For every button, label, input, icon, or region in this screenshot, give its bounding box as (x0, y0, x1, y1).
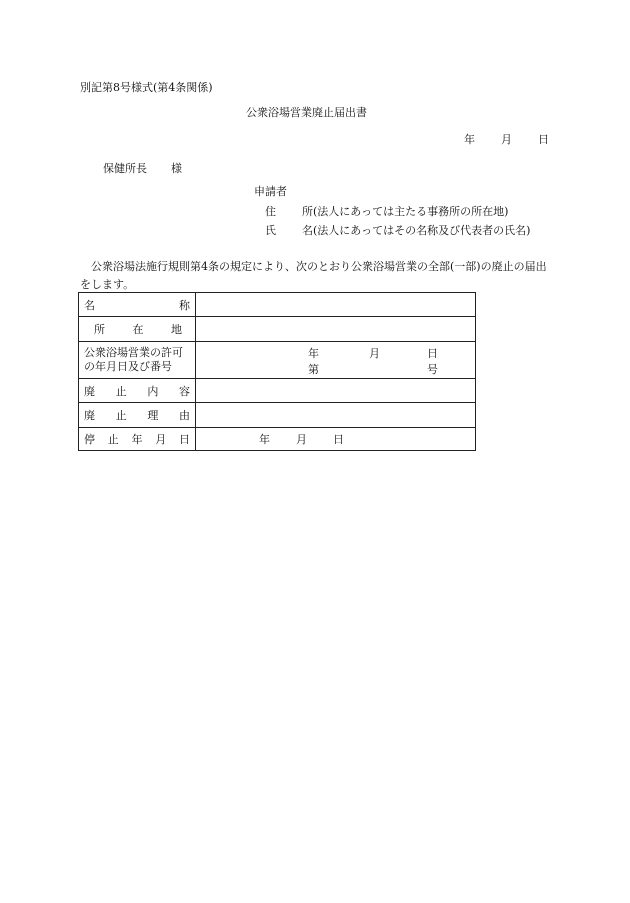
label-char: 月 (155, 433, 167, 446)
label-char: 在 (132, 323, 144, 336)
content-value-cell[interactable] (196, 379, 476, 403)
stop-year: 年 (259, 433, 270, 446)
label-char: 止 (115, 409, 127, 422)
label-char: 停 (84, 433, 95, 446)
stop-date-label-cell (79, 428, 196, 451)
applicant-name (265, 222, 530, 238)
label-char: 止 (115, 384, 127, 398)
table-row (79, 293, 476, 317)
applicant-label: 申請者 (254, 185, 287, 198)
label-char: 日 (179, 433, 190, 446)
permit-label-line1: 公衆浴場営業の許可 (84, 346, 183, 359)
addressee (103, 160, 182, 176)
permit-month: 月 (369, 347, 380, 360)
label-char: 廃 (84, 384, 95, 398)
permit-no-suffix: 号 (427, 363, 438, 376)
address-note: (法人にあっては主たる事務所の所在地) (313, 205, 509, 218)
permit-label-cell (79, 342, 196, 379)
name-label-cell (79, 293, 196, 317)
label-char: 内 (147, 384, 159, 398)
label-char: 地 (171, 323, 182, 336)
notification-table (78, 292, 476, 451)
reason-label-cell (79, 403, 196, 428)
label-char: 年 (131, 433, 143, 446)
content-label-cell (79, 379, 196, 403)
table-row (79, 342, 476, 379)
addressee-name: 保健所長 (103, 162, 147, 175)
label-char: 称 (179, 298, 190, 312)
date-year: 年 (464, 133, 475, 146)
name-label-2: 名 (302, 224, 313, 237)
submission-date (464, 131, 549, 147)
table-row (79, 403, 476, 428)
date-day: 日 (538, 133, 549, 146)
name-label-1: 氏 (265, 224, 276, 237)
table-row (79, 379, 476, 403)
form-reference: 別記第8号様式(第4条関係) (80, 81, 213, 94)
label-char: 廃 (84, 409, 95, 422)
label-char: 容 (178, 384, 190, 398)
permit-label-line2: の年月日及び番号 (84, 360, 172, 373)
permit-day: 日 (427, 347, 438, 360)
location-label-cell (79, 317, 196, 342)
reason-value-cell[interactable] (196, 403, 476, 428)
permit-year: 年 (308, 347, 319, 360)
label-char: 所 (94, 323, 105, 336)
address-label-1: 住 (265, 205, 276, 218)
date-month: 月 (501, 133, 512, 146)
applicant-address (265, 203, 508, 219)
location-value-cell[interactable] (196, 317, 476, 342)
stop-day: 日 (333, 433, 344, 446)
stop-month: 月 (296, 433, 307, 446)
label-char: 由 (178, 409, 190, 422)
stop-date-value-cell[interactable] (196, 428, 476, 451)
address-label-2: 所 (302, 205, 313, 218)
name-value-cell[interactable] (196, 293, 476, 317)
name-note: (法人にあってはその名称及び代表者の氏名) (313, 224, 531, 237)
permit-value-cell[interactable] (196, 342, 476, 379)
label-char: 止 (107, 433, 119, 446)
permit-no-prefix: 第 (308, 363, 319, 376)
document-title: 公衆浴場営業廃止届出書 (246, 106, 367, 119)
addressee-honorific: 様 (171, 162, 182, 175)
label-char: 名 (84, 298, 95, 312)
body-text: 公衆浴場法施行規則第4条の規定により、次のとおり公衆浴場営業の全部(一部)の廃止の届出をします。 (80, 260, 547, 291)
table-row (79, 428, 476, 451)
label-char: 理 (147, 409, 159, 422)
table-row (79, 317, 476, 342)
